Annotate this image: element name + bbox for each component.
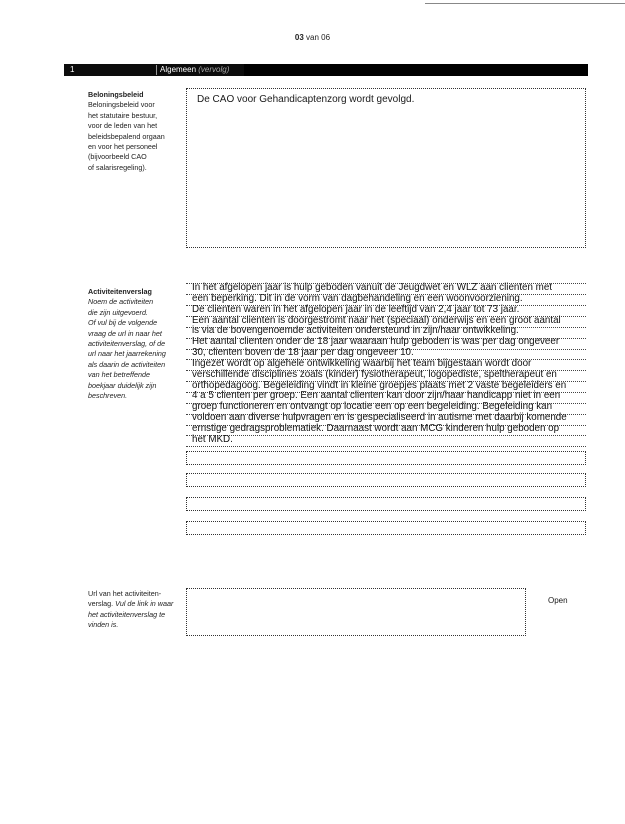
beloningsbeleid-desc-line: voor de leden van het	[88, 121, 158, 131]
page-number-current: 03	[294, 33, 304, 42]
activiteitenverslag-desc-line: Noem de activiteiten	[88, 297, 154, 307]
url-input[interactable]	[186, 588, 526, 636]
activiteitenverslag-desc-line: als daarin de activiteiten	[88, 359, 166, 369]
beloningsbeleid-desc-line: of salarisregeling).	[88, 162, 147, 172]
beloningsbeleid-desc-line: en voor het personeel	[88, 142, 158, 152]
section-title	[160, 65, 229, 74]
activiteitenverslag-extra-field[interactable]	[186, 451, 586, 465]
activiteitenverslag-desc-line: beschreven.	[88, 391, 128, 401]
page-number-total: van 06	[306, 33, 331, 42]
url-desc-line: het activiteitenverslag te	[88, 609, 166, 619]
beloningsbeleid-desc-line: (bijvoorbeeld CAO	[88, 152, 147, 162]
section-divider	[156, 65, 157, 75]
activiteitenverslag-text	[192, 283, 584, 446]
activiteitenverslag-line: orthopedagoog. Begeleiding vindt in kleine groepjes plaats met 2 vaste begeleiders en	[192, 379, 567, 391]
activiteitenverslag-line: Een aantal clienten is doorgestromt naar het (speciaal) onderwijs en een groot aantal	[192, 314, 561, 326]
url-label-cont	[88, 599, 180, 609]
activiteitenverslag-extra-field[interactable]	[186, 521, 586, 535]
beloningsbeleid-value: De CAO voor Gehandicaptenzorg wordt gevolgd.	[197, 94, 415, 105]
url-label: Url van het activiteiten-	[88, 589, 162, 598]
url-label-end: verslag.	[88, 599, 114, 609]
activiteitenverslag-line: Ingezet wordt op algehele ontwikkeling waarbij het team bijgestaan wordt door	[192, 357, 532, 369]
open-link-button[interactable]: Open	[548, 596, 568, 605]
activiteitenverslag-desc-line: Of vul bij de volgende	[88, 318, 158, 328]
beloningsbeleid-label-block	[88, 90, 180, 173]
activiteitenverslag-desc-line: activiteitenverslag, of de	[88, 339, 166, 349]
activiteitenverslag-label-block	[88, 287, 180, 401]
activiteitenverslag-line: verschillende disciplines zoals (kinder) fysiotherapeut, logopediste, speltherapeut en	[192, 368, 557, 380]
activiteitenverslag-extra-field[interactable]	[186, 473, 586, 487]
activiteitenverslag-line: een beperking. Dit in de vorm van dagbehandeling en een woonvoorziening.	[192, 292, 523, 304]
section-header	[64, 64, 588, 76]
top-rule	[425, 3, 625, 4]
activiteitenverslag-extra-field[interactable]	[186, 497, 586, 511]
page-number	[0, 33, 625, 42]
activiteitenverslag-line: groep functioneren en ontvangt op locatie een op een begeleiding. Begeleiding kan	[192, 401, 553, 413]
section-title-suffix: (vervolg)	[198, 65, 230, 74]
activiteitenverslag-line: 4 a 5 clienten per groep. Een aantal clienten kan door zijn/haar handicapp niet in een	[192, 390, 561, 402]
section-number: 1	[70, 65, 75, 74]
activiteitenverslag-line: voldoen aan diverse hulpvragen en is gespecialiseerd in autisme met daarbij komende	[192, 412, 567, 424]
beloningsbeleid-field[interactable]	[186, 88, 586, 248]
activiteitenverslag-desc-line: vraag de url in naar het	[88, 328, 162, 338]
activiteitenverslag-desc-line: boekjaar duidelijk zijn	[88, 380, 157, 390]
activiteitenverslag-line: Het aantal clienten onder de 18 jaar waaraan hulp geboden is was per dag ongeveer	[192, 336, 560, 348]
url-label-block	[88, 589, 180, 631]
activiteitenverslag-rule-line	[186, 446, 586, 447]
activiteitenverslag-desc-line: die zijn uitgevoerd.	[88, 307, 148, 317]
section-title-main: Algemeen	[160, 65, 197, 74]
activiteitenverslag-line: De clienten waren in het afgelopen jaar in de leeftijd van 2,4 jaar tot 73 jaar.	[192, 303, 520, 315]
url-desc-line: vinden is.	[88, 620, 119, 630]
activiteitenverslag-line: is via de bovengenoemde activiteiten ondersteund in zijn/haar ontwikkeling.	[192, 325, 519, 337]
beloningsbeleid-label: Beloningsbeleid	[88, 90, 144, 99]
activiteitenverslag-line: In het afgelopen jaar is hulp geboden vanuit de Jeugdwet en WLZ aan clienten met	[192, 282, 553, 293]
activiteitenverslag-line: het MKD.	[192, 433, 233, 445]
activiteitenverslag-line: 30, clienten boven de 18 jaar per dag ongeveer 10.	[192, 347, 414, 359]
beloningsbeleid-desc-line: Beloningsbeleid voor	[88, 100, 155, 110]
activiteitenverslag-desc-line: url naar het jaarrekening	[88, 349, 166, 359]
beloningsbeleid-desc-line: het statutaire bestuur,	[88, 110, 158, 120]
beloningsbeleid-desc-line: beleidsbepalend orgaan	[88, 131, 165, 141]
activiteitenverslag-line: ernstige gedragsproblematiek. Daarnaast wordt aan MCG kinderen hulp geboden op	[192, 422, 560, 434]
activiteitenverslag-label: Activiteitenverslag	[88, 287, 152, 296]
activiteitenverslag-desc-line: van het betreffende	[88, 370, 150, 380]
url-desc-line: Vul de link in waar	[115, 599, 174, 609]
section-bar-fill	[244, 64, 588, 76]
